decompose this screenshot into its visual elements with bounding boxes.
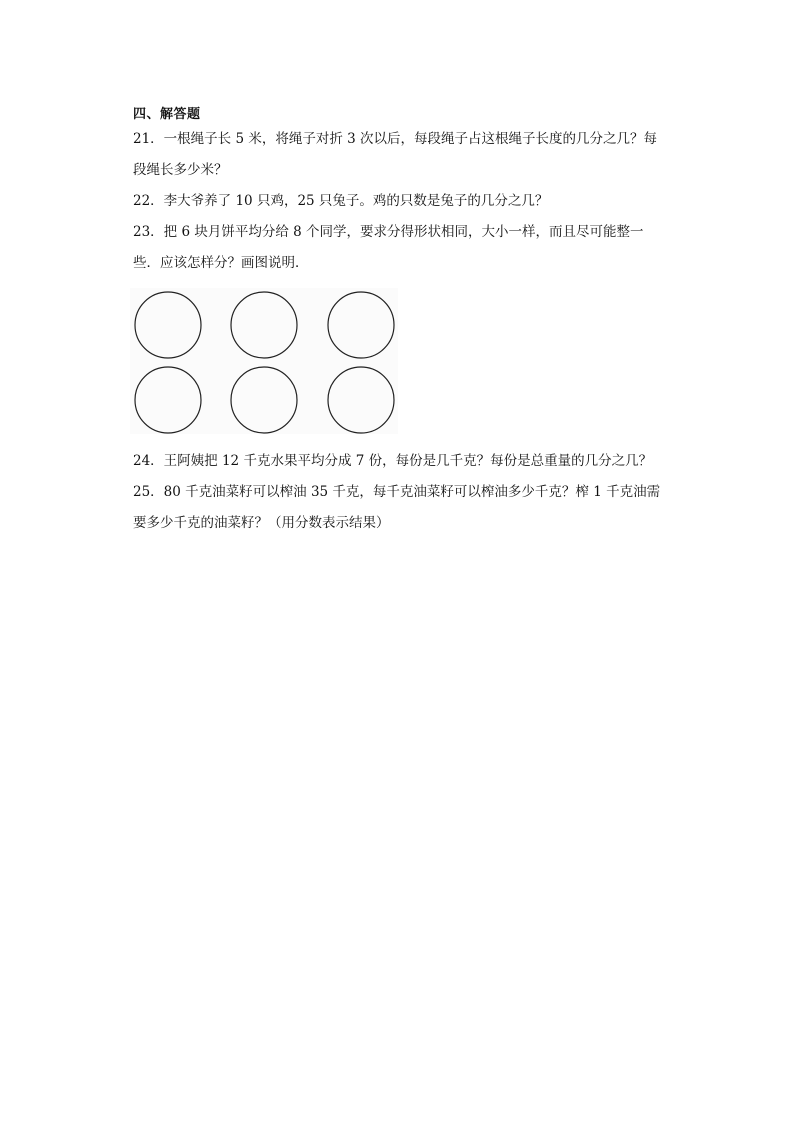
mooncake-circle-5: [231, 367, 297, 433]
question-25-line-2: 要多少千克的油菜籽？（用分数表示结果）: [133, 515, 390, 531]
mooncake-circle-2: [231, 292, 297, 358]
section-title: 四、解答题: [133, 107, 201, 122]
question-21-line-1: 21．一根绳子长 5 米，将绳子对折 3 次以后，每段绳子占这根绳子长度的几分之几？每: [133, 131, 658, 147]
mooncake-circle-4: [135, 367, 201, 433]
question-25-line-1: 25．80 千克油菜籽可以榨油 35 千克，每千克油菜籽可以榨油多少千克？榨 1 千克油需: [133, 484, 661, 500]
mooncake-figure: [130, 288, 398, 434]
mooncake-circles: [130, 288, 398, 434]
question-21-line-2: 段绳长多少米？: [133, 162, 228, 178]
mooncake-circle-3: [328, 292, 394, 358]
question-24-line-1: 24．王阿姨把 12 千克水果平均分成 7 份，每份是几千克？每份是总重量的几分之几？: [133, 453, 653, 469]
mooncake-circle-6: [328, 367, 394, 433]
question-23-line-2: 些．应该怎样分？画图说明．: [133, 255, 309, 271]
question-22-line-1: 22．李大爷养了 10 只鸡，25 只兔子。鸡的只数是兔子的几分之几？: [133, 193, 549, 209]
mooncake-circle-1: [135, 292, 201, 358]
question-23-line-1: 23．把 6 块月饼平均分给 8 个同学，要求分得形状相同，大小一样，而且尽可能整一: [133, 224, 644, 240]
